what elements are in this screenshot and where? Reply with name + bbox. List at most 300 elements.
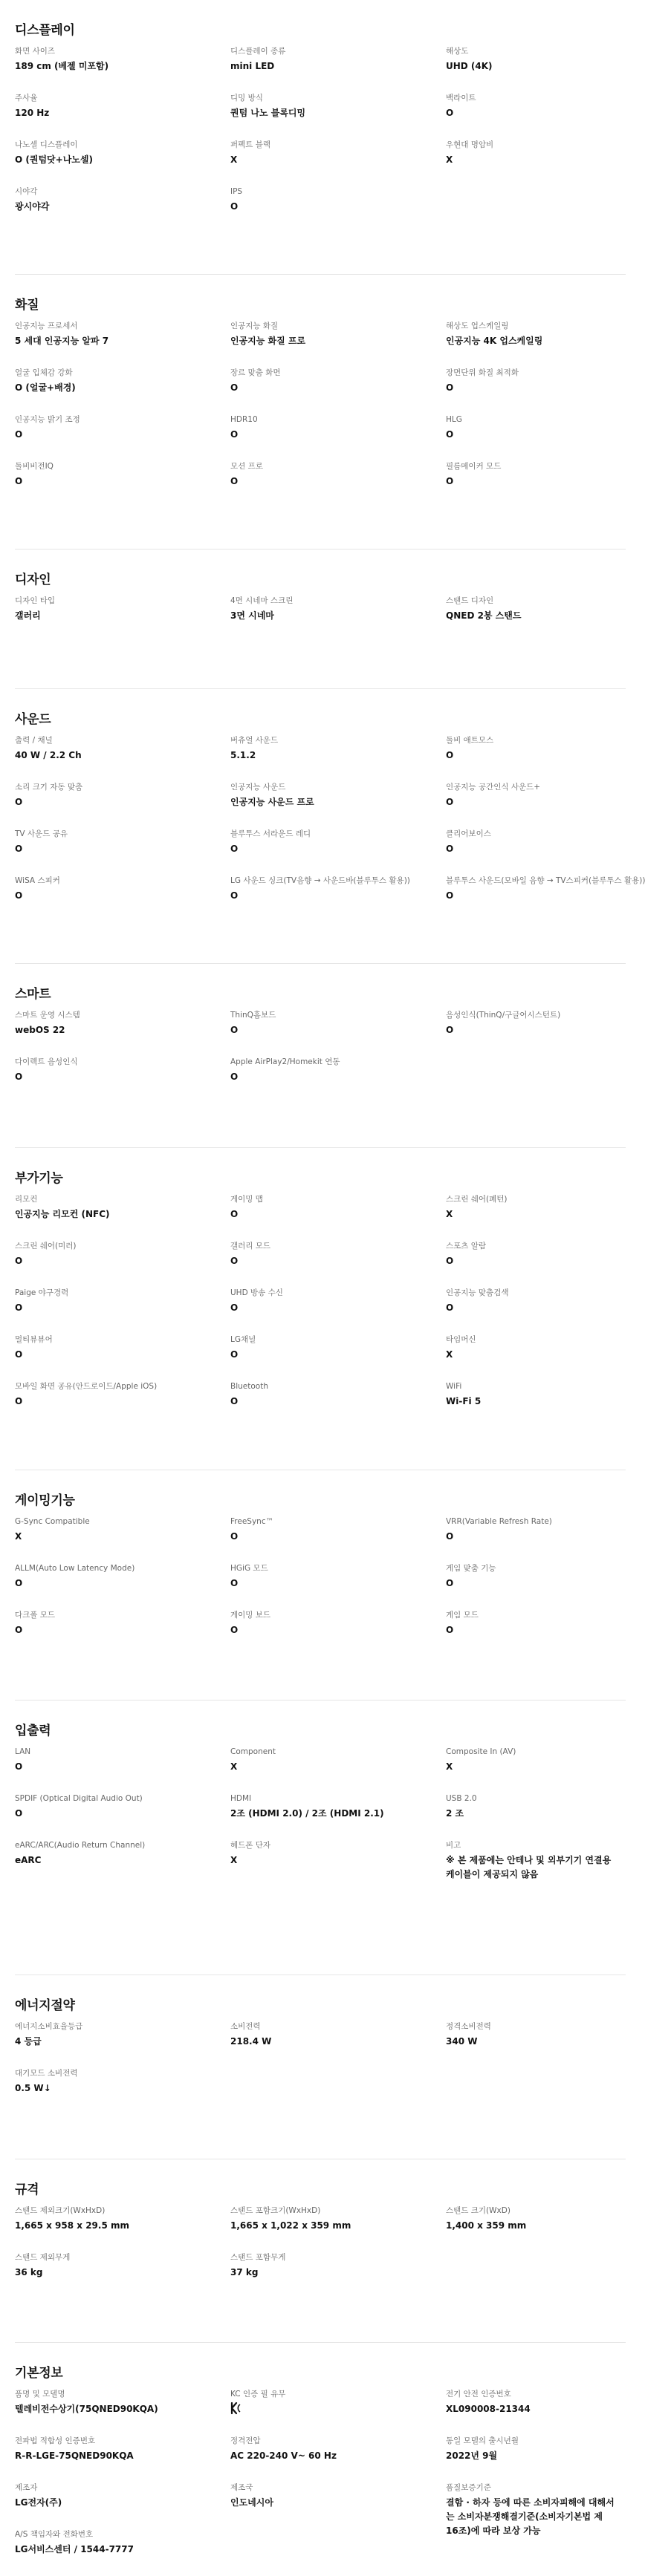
spec-label: 스탠드 디자인 (446, 596, 494, 605)
spec-label: 갤러리 모드 (230, 1242, 271, 1250)
spec-section (15, 550, 626, 689)
spec-item (15, 46, 230, 93)
spec-label: LG채널 (230, 1335, 256, 1344)
spec-label: 스포츠 알람 (446, 1242, 487, 1250)
spec-item (446, 1610, 626, 1657)
spec-label: HGiG 모드 (230, 1564, 268, 1573)
spec-item (230, 735, 446, 782)
spec-section (15, 2343, 626, 2560)
spec-item (230, 2021, 446, 2068)
spec-value: XL090008-21344 (446, 2404, 531, 2414)
spec-value: O (446, 382, 454, 393)
spec-value: 2조 (HDMI 2.0) / 2조 (HDMI 2.1) (230, 1808, 384, 1819)
spec-item (230, 1288, 446, 1334)
spec-value: Wi-Fi 5 (446, 1396, 482, 1406)
spec-item (230, 93, 446, 140)
section-title: 에너지절약 (15, 1998, 75, 2013)
spec-item (15, 1747, 230, 1793)
spec-value: O (230, 201, 239, 212)
spec-label: 리모컨 (15, 1195, 38, 1204)
spec-item (15, 875, 230, 922)
spec-value: O (15, 1625, 23, 1635)
spec-value: O (15, 1808, 23, 1819)
spec-value: 36 kg (15, 2267, 43, 2277)
spec-value: X (230, 1761, 238, 1772)
spec-item (15, 1381, 230, 1428)
spec-section (15, 1470, 626, 1701)
spec-label: 디스플레이 종류 (230, 47, 286, 56)
spec-item (230, 414, 446, 461)
spec-item (230, 368, 446, 414)
spec-value: O (446, 1625, 454, 1635)
spec-label: 모바일 화면 공유(안드로이드/Apple iOS) (15, 1382, 158, 1391)
spec-label: 품질보증기준 (446, 2483, 491, 2492)
spec-label: G-Sync Compatible (15, 1517, 90, 1526)
spec-item (15, 368, 230, 414)
spec-grid (15, 2005, 626, 2115)
spec-section (15, 964, 626, 1148)
spec-item (446, 1194, 626, 1241)
spec-label: LG 사운드 싱크(TV음향 → 사운드바(블루투스 활용)) (230, 876, 410, 885)
spec-label: 퍼펙트 블랙 (230, 140, 271, 149)
spec-item (230, 186, 446, 233)
spec-label: 장르 맞춤 화면 (230, 368, 281, 377)
spec-item (15, 735, 230, 782)
spec-value: 189 cm (베젤 미포함) (15, 61, 109, 71)
spec-label: 인공지능 밝기 조정 (15, 415, 80, 424)
spec-label: HDMI (230, 1794, 252, 1803)
spec-label: 돌비 애트모스 (446, 736, 494, 745)
spec-item (446, 1563, 626, 1610)
spec-label: 버츄얼 사운드 (230, 736, 279, 745)
spec-value: webOS 22 (15, 1025, 65, 1035)
spec-label: 멀티뷰뷰어 (15, 1335, 53, 1344)
spec-item (446, 461, 626, 508)
spec-value: O (15, 1072, 23, 1082)
spec-item (15, 414, 230, 461)
spec-value: 인공지능 사운드 프로 (230, 797, 314, 807)
spec-label: 스탠드 포함크기(WxHxD) (230, 2206, 321, 2215)
spec-label: IPS (230, 187, 243, 196)
spec-value: O (446, 1302, 454, 1313)
spec-label: Paige 야구경력 (15, 1288, 69, 1297)
spec-label: 스탠드 크기(WxD) (446, 2206, 511, 2215)
spec-label: 해상도 업스케일링 (446, 322, 509, 330)
spec-value: O (446, 108, 454, 118)
spec-item (230, 140, 446, 186)
spec-item (15, 596, 230, 642)
spec-section (15, 0, 626, 275)
spec-value: O (230, 1531, 239, 1542)
spec-value: ※ 본 제품에는 안테나 및 외부기기 연결용 케이블이 제공되지 않음 (446, 1855, 612, 1879)
spec-item (230, 1334, 446, 1381)
spec-item (446, 1793, 626, 1840)
spec-value: O (446, 1256, 454, 1266)
spec-label: 전기 안전 인증번호 (446, 2390, 511, 2399)
spec-value: X (446, 1761, 453, 1772)
spec-value: O (446, 844, 454, 854)
spec-value: 5 세대 인공지능 알파 7 (15, 336, 109, 346)
spec-item (230, 1194, 446, 1241)
spec-grid (15, 2373, 626, 2576)
spec-item (230, 1840, 446, 1887)
spec-item (446, 1381, 626, 1428)
spec-value: O (446, 1025, 454, 1035)
spec-label: 비고 (446, 1841, 461, 1850)
spec-value: O (230, 1625, 239, 1635)
spec-label: 얼굴 입체감 강화 (15, 368, 73, 377)
spec-label: 소리 크기 자동 맞춤 (15, 783, 83, 792)
spec-item (15, 140, 230, 186)
spec-value: 갤러리 (15, 610, 41, 621)
spec-item (230, 2436, 446, 2482)
spec-item (230, 2482, 446, 2529)
spec-item (230, 2252, 446, 2299)
section-title: 입출력 (15, 1724, 51, 1738)
spec-label: 백라이트 (446, 94, 476, 102)
spec-value: eARC (15, 1855, 42, 1865)
section-title: 화질 (15, 298, 39, 313)
spec-label: 타임머신 (446, 1335, 476, 1344)
spec-value: O (15, 890, 23, 901)
spec-item (15, 1334, 230, 1381)
spec-value: UHD (4K) (446, 61, 493, 71)
spec-value: O (230, 1256, 239, 1266)
spec-label: VRR(Variable Refresh Rate) (446, 1517, 552, 1526)
spec-value: O (15, 1578, 23, 1588)
spec-item (446, 829, 626, 875)
spec-value: O (230, 429, 239, 440)
spec-label: 다크폴 모드 (15, 1611, 56, 1620)
spec-label: 인공지능 화질 (230, 322, 279, 330)
spec-value: O (446, 476, 454, 486)
spec-label: 제조국 (230, 2483, 253, 2492)
spec-value: X (230, 1855, 238, 1865)
spec-item (446, 875, 645, 922)
spec-item (230, 1241, 446, 1288)
section-title: 부가기능 (15, 1171, 63, 1186)
spec-item (230, 2389, 446, 2436)
spec-item (15, 829, 230, 875)
spec-label: 모션 프로 (230, 462, 263, 471)
spec-value: O (15, 844, 23, 854)
spec-label: 인공지능 맞춤검색 (446, 1288, 509, 1297)
spec-value: X (446, 1349, 453, 1360)
spec-label: 인공지능 사운드 (230, 783, 286, 792)
spec-value: 5.1.2 (230, 750, 256, 760)
spec-item (15, 1194, 230, 1241)
spec-label: 블루투스 서라운드 레디 (230, 829, 311, 838)
spec-value: mini LED (230, 61, 275, 71)
spec-item (446, 2021, 626, 2068)
spec-item (15, 1057, 230, 1103)
spec-value: R-R-LGE-75QNED90KQA (15, 2451, 134, 2461)
section-title: 게이밍기능 (15, 1493, 75, 1508)
spec-value: O (230, 844, 239, 854)
spec-section (15, 1148, 626, 1470)
spec-label: WiFi (446, 1382, 462, 1391)
spec-item (230, 782, 446, 829)
spec-section (15, 2159, 626, 2343)
spec-value: 340 W (446, 2036, 478, 2047)
spec-label: UHD 방송 수신 (230, 1288, 283, 1297)
spec-value: 텔레비전수상기(75QNED90KQA) (15, 2404, 158, 2414)
spec-value: O (퀀텀닷+나노셀) (15, 154, 93, 165)
spec-item (15, 2529, 230, 2576)
spec-label: 시야각 (15, 187, 38, 196)
spec-value: O (15, 1256, 23, 1266)
spec-item (446, 414, 626, 461)
spec-label: 에너지소비효율등급 (15, 2022, 83, 2031)
spec-value: 2022년 9월 (446, 2451, 498, 2461)
spec-value: O (230, 382, 239, 393)
spec-label: ThinQ홈보드 (230, 1011, 276, 1020)
spec-label: 돌비비전IQ (15, 462, 54, 471)
section-title: 디스플레이 (15, 23, 75, 38)
spec-value: O (230, 1302, 239, 1313)
spec-value: O (15, 1396, 23, 1406)
spec-label: eARC/ARC(Audio Return Channel) (15, 1841, 146, 1850)
spec-label: 해상도 (446, 47, 469, 56)
spec-label: 제조자 (15, 2483, 38, 2492)
spec-label: 인공지능 프로세서 (15, 322, 78, 330)
spec-label: WiSA 스피커 (15, 876, 60, 885)
spec-item (15, 1241, 230, 1288)
spec-label: 디밍 방식 (230, 94, 263, 102)
spec-label: 스마트 운영 시스템 (15, 1011, 80, 1020)
spec-value: LG전자(주) (15, 2497, 62, 2508)
spec-value: X (15, 1531, 22, 1542)
spec-value: X (230, 154, 238, 165)
section-title: 규격 (15, 2182, 39, 2197)
spec-value: O (446, 797, 454, 807)
spec-value: 3면 시네마 (230, 610, 274, 621)
spec-value: X (446, 154, 453, 165)
spec-value: 37 kg (230, 2267, 259, 2277)
spec-item (230, 461, 446, 508)
spec-item (446, 782, 626, 829)
spec-label: Component (230, 1747, 276, 1756)
spec-item (446, 1334, 626, 1381)
spec-item (15, 2068, 230, 2115)
spec-item (230, 1381, 446, 1428)
spec-value: O (230, 890, 239, 901)
spec-label: 다이렉트 음성인식 (15, 1057, 78, 1066)
spec-value: 인공지능 화질 프로 (230, 336, 306, 346)
spec-label: SPDIF (Optical Digital Audio Out) (15, 1794, 143, 1803)
spec-value: LG서비스센터 / 1544-7777 (15, 2544, 134, 2554)
spec-item (230, 1516, 446, 1563)
spec-value: 퀀텀 나노 블록디밍 (230, 108, 306, 118)
spec-item (15, 2252, 230, 2299)
spec-item (230, 1563, 446, 1610)
spec-item (446, 596, 626, 642)
spec-item (15, 93, 230, 140)
spec-grid (15, 1500, 626, 1657)
spec-label: 정격소비전력 (446, 2022, 491, 2031)
spec-label: 스탠드 제외무게 (15, 2253, 71, 2262)
spec-item (15, 782, 230, 829)
spec-item (230, 1793, 446, 1840)
spec-label: 스크린 쉐어(폐턴) (446, 1195, 508, 1204)
spec-value: 4 등급 (15, 2036, 42, 2047)
spec-item (230, 1010, 446, 1057)
spec-item (230, 829, 446, 875)
spec-item (446, 2482, 626, 2536)
spec-label: TV 사운드 공유 (15, 829, 68, 838)
spec-value: AC 220-240 V~ 60 Hz (230, 2451, 337, 2461)
spec-value: O (230, 1578, 239, 1588)
spec-label: 스탠드 포함무게 (230, 2253, 286, 2262)
kc-certification-mark-icon (230, 2402, 241, 2414)
spec-label: 나노셀 디스플레이 (15, 140, 78, 149)
spec-value: 인도네시아 (230, 2497, 273, 2508)
spec-item (15, 1516, 230, 1563)
spec-grid (15, 2189, 626, 2299)
spec-item (446, 2389, 626, 2436)
spec-item (15, 2436, 230, 2482)
spec-value: O (15, 797, 23, 807)
spec-value: O (446, 1578, 454, 1588)
spec-item (230, 321, 446, 368)
spec-value: O (230, 1209, 239, 1219)
spec-item (15, 2205, 230, 2252)
spec-item (446, 1516, 626, 1563)
spec-label: Composite In (AV) (446, 1747, 516, 1756)
section-title: 스마트 (15, 987, 51, 1002)
spec-label: KC 인증 필 유무 (230, 2390, 286, 2399)
spec-label: 게임 맞춤 기능 (446, 1564, 496, 1573)
spec-label: 주사율 (15, 94, 38, 102)
spec-item (15, 1288, 230, 1334)
spec-item (15, 461, 230, 508)
spec-item (230, 1610, 446, 1657)
spec-value: O (15, 476, 23, 486)
spec-item (446, 735, 626, 782)
spec-label: 필름메이커 모드 (446, 462, 502, 471)
section-title: 사운드 (15, 712, 51, 727)
spec-value: 1,400 x 359 mm (446, 2220, 527, 2231)
spec-section (15, 1975, 626, 2159)
spec-value: O (15, 1761, 23, 1772)
spec-value: X (446, 1209, 453, 1219)
spec-label: 게이밍 맵 (230, 1195, 263, 1204)
spec-value: O (230, 476, 239, 486)
spec-section (15, 689, 645, 964)
section-title: 디자인 (15, 573, 51, 587)
spec-item (446, 140, 626, 186)
spec-item (446, 1747, 626, 1793)
spec-grid (15, 719, 645, 922)
spec-label: USB 2.0 (446, 1794, 477, 1803)
spec-label: 스크린 쉐어(미러) (15, 1242, 77, 1250)
spec-item (15, 1563, 230, 1610)
spec-label: 게이밍 보드 (230, 1611, 271, 1620)
spec-item (15, 1610, 230, 1657)
spec-value: O (446, 429, 454, 440)
spec-label: 인공지능 공간인식 사운드+ (446, 783, 541, 792)
spec-item (230, 2205, 446, 2252)
spec-value: 인공지능 4K 업스케일링 (446, 336, 543, 346)
spec-grid (15, 579, 626, 642)
spec-value: O (15, 1302, 23, 1313)
spec-value: O (15, 1349, 23, 1360)
spec-item (15, 1840, 230, 1887)
spec-label: ALLM(Auto Low Latency Mode) (15, 1564, 135, 1573)
spec-label: 클리어보이스 (446, 829, 491, 838)
spec-item (15, 2389, 230, 2436)
spec-label: 4면 시네마 스크린 (230, 596, 294, 605)
spec-value: 1,665 x 958 x 29.5 mm (15, 2220, 129, 2231)
spec-value: O (230, 1025, 239, 1035)
spec-value: 0.5 W↓ (15, 2083, 51, 2093)
spec-item (446, 1288, 626, 1334)
spec-label: 헤드폰 단자 (230, 1841, 271, 1850)
spec-value: QNED 2봉 스탠드 (446, 610, 522, 621)
section-title: 기본정보 (15, 2366, 63, 2381)
spec-value: 40 W / 2.2 Ch (15, 750, 82, 760)
spec-value: O (446, 890, 454, 901)
spec-label: 소비전력 (230, 2022, 261, 2031)
spec-label: 장면단위 화질 최적화 (446, 368, 519, 377)
spec-value: O (얼굴+배경) (15, 382, 76, 393)
spec-label: A/S 책임자와 전화번호 (15, 2530, 94, 2539)
spec-value: O (230, 1072, 239, 1082)
spec-label: 정격전압 (230, 2436, 261, 2445)
spec-label: 대기모드 소비전력 (15, 2069, 78, 2078)
spec-label: 화면 사이즈 (15, 47, 56, 56)
spec-label: 우현대 명암비 (446, 140, 494, 149)
spec-value: 120 Hz (15, 108, 50, 118)
spec-value: O (446, 1531, 454, 1542)
spec-item (446, 321, 626, 368)
spec-item (446, 46, 626, 93)
spec-item (230, 1057, 446, 1103)
spec-value: O (230, 1349, 239, 1360)
spec-value: 결함 · 하자 등에 따른 소비자피해에 대해서는 소비자분쟁해결기준(소비자기본법 제 16조)에 따라 보상 가능 (446, 2497, 615, 2536)
spec-label: LAN (15, 1747, 31, 1756)
spec-item (446, 1241, 626, 1288)
spec-item (230, 46, 446, 93)
spec-value: 2 조 (446, 1808, 464, 1819)
spec-section (15, 1701, 626, 1975)
spec-item (15, 2482, 230, 2529)
spec-label: 음성인식(ThinQ/구글어시스턴트) (446, 1011, 561, 1020)
spec-item (15, 186, 230, 233)
spec-item (15, 1010, 230, 1057)
spec-label: 스탠드 제외크기(WxHxD) (15, 2206, 106, 2215)
spec-grid (15, 1178, 626, 1428)
spec-section (15, 275, 626, 550)
spec-grid (15, 304, 626, 508)
spec-label: 블루투스 사운드(모바일 음향 → TV스피커(블루투스 활용)) (446, 876, 645, 885)
spec-item (446, 2436, 626, 2482)
spec-item (230, 1747, 446, 1793)
spec-grid (15, 994, 626, 1103)
spec-label: 출력 / 채널 (15, 736, 53, 745)
spec-value: O (230, 1396, 239, 1406)
spec-label: HDR10 (230, 415, 258, 424)
spec-label: 디자인 타입 (15, 596, 56, 605)
spec-label: 전파법 적합성 인증번호 (15, 2436, 96, 2445)
spec-item (15, 1793, 230, 1840)
spec-item (230, 596, 446, 642)
spec-item (446, 368, 626, 414)
spec-item (446, 2205, 626, 2252)
spec-item (446, 93, 626, 140)
spec-label: FreeSync™ (230, 1517, 274, 1526)
spec-label: 게임 모드 (446, 1611, 479, 1620)
